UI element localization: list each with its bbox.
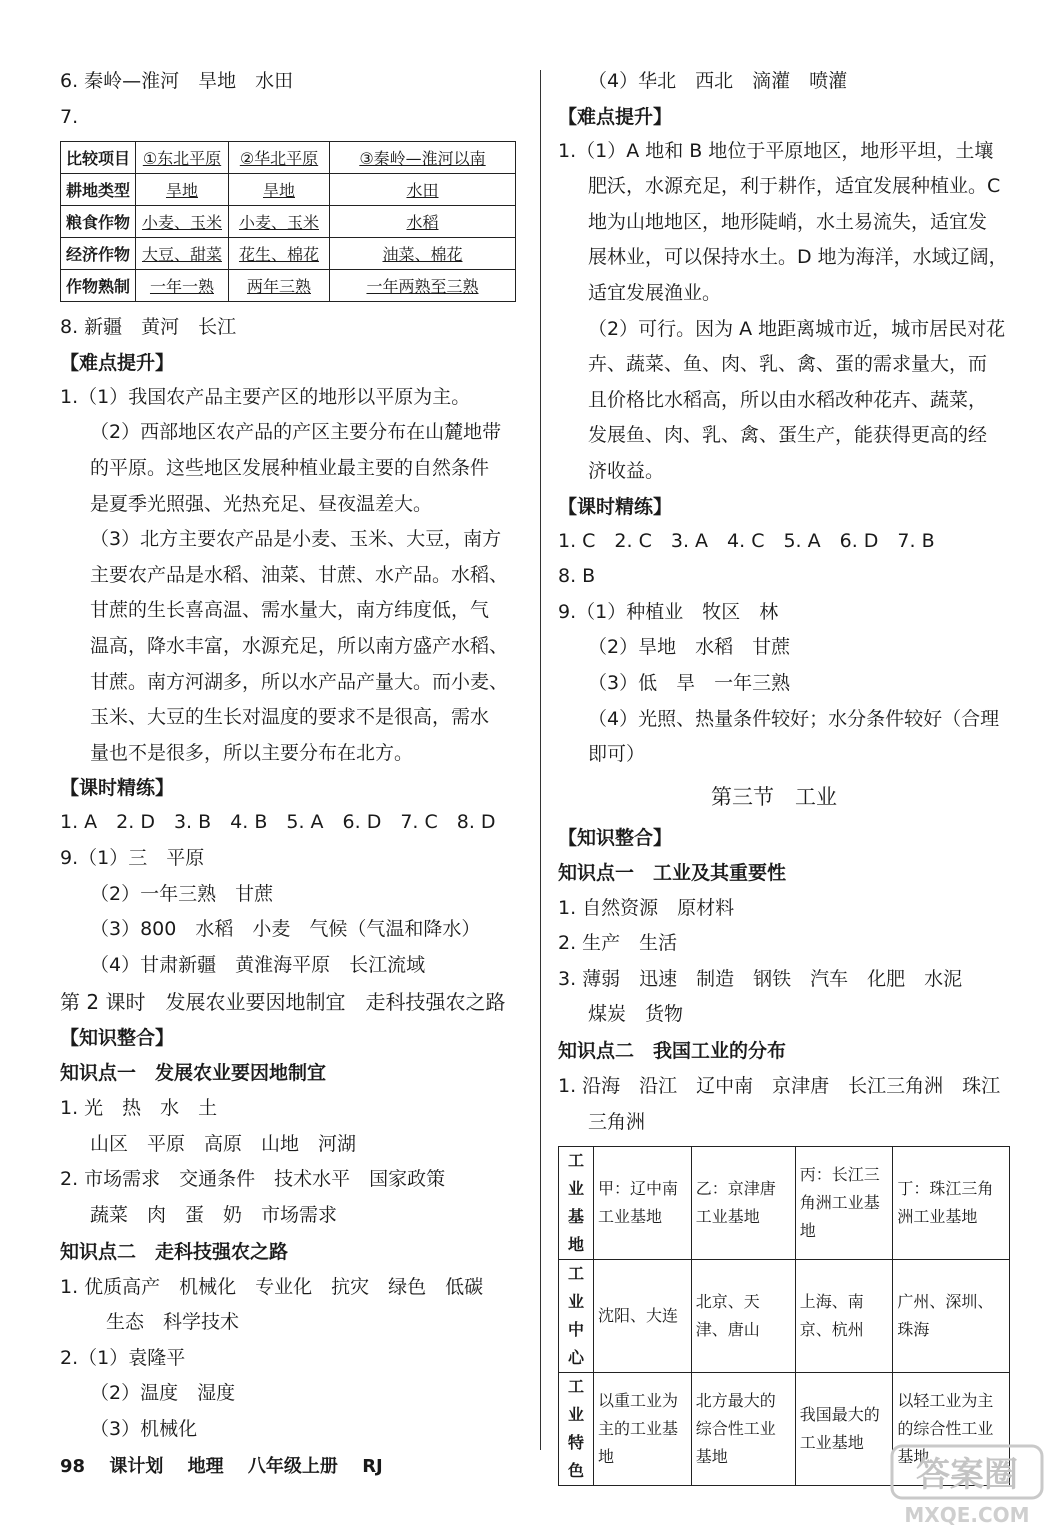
answer-line: 8. B — [558, 565, 596, 588]
svg-text:答案圈: 答案圈 — [916, 1455, 1018, 1495]
table-cell: 水稻 — [330, 206, 516, 238]
table-header-cell: ③秦岭—淮河以南 — [330, 142, 516, 174]
table-cell: 水田 — [330, 174, 516, 206]
table-cell: 沈阳、大连 — [594, 1260, 692, 1373]
answer-line: （3）800 水稻 小麦 气候（气温和降水） — [90, 918, 481, 941]
answer-line: 适宜发展渔业。 — [588, 281, 722, 304]
table-cell: 丁：珠江三角洲工业基地 — [893, 1147, 1010, 1260]
table-row — [61, 174, 516, 206]
page-number: 98 — [60, 1456, 86, 1477]
table-header-cell: ②华北平原 — [229, 142, 330, 174]
answer-line: 9.（1）种植业 牧区 林 — [558, 600, 779, 623]
table-cell: 一年两熟至三熟 — [330, 270, 516, 302]
answer-line: （2）一年三熟 甘蔗 — [90, 882, 274, 905]
page-footer — [60, 1452, 401, 1478]
table-cell: 小麦、玉米 — [136, 206, 229, 238]
table-row — [61, 206, 516, 238]
table-row — [61, 238, 516, 270]
table-row-header: 工业基地 — [559, 1147, 594, 1260]
table-cell: 油菜、棉花 — [330, 238, 516, 270]
answer-line: （2）西部地区农产品的产区主要分布在山麓地带 — [90, 421, 502, 444]
knowledge-point-title: 知识点一 发展农业要因地制宜 — [60, 1062, 327, 1085]
answer-line: （2）温度 湿度 — [90, 1382, 236, 1405]
answer-line: （3）机械化 — [90, 1418, 198, 1441]
answer-q7: 7. — [60, 105, 79, 128]
table-cell: 小麦、玉米 — [229, 206, 330, 238]
answer-line: 济收益。 — [588, 459, 665, 482]
answer-line: 主要农产品是水稻、油菜、甘蔗、水产品。水稻、 — [90, 563, 509, 586]
table-cell: 甲：辽中南工业基地 — [594, 1147, 692, 1260]
section-header-zhishi: 【知识整合】 — [558, 826, 673, 849]
answer-line: （3）北方主要农产品是小麦、玉米、大豆，南方 — [90, 528, 502, 551]
table-row-header: 粮食作物 — [61, 206, 136, 238]
right-column — [558, 64, 1020, 1486]
edition: RJ — [362, 1456, 383, 1477]
answer-line: 蔬菜 肉 蛋 奶 市场需求 — [90, 1204, 338, 1227]
answer-line: （4）光照、热量条件较好；水分条件较好（合理 — [588, 707, 1000, 730]
answer-line: 是夏季光照强、光热充足、昼夜温差大。 — [90, 492, 433, 515]
answer-line: 甘蔗的生长喜高温、需水量大，南方纬度低，气 — [90, 599, 490, 622]
section-header-nandian: 【难点提升】 — [60, 351, 175, 374]
svg-text:MXQE.COM: MXQE.COM — [904, 1503, 1030, 1527]
left-column — [60, 64, 525, 1448]
table-cell: 大豆、甜菜 — [136, 238, 229, 270]
answer-line: 的平原。这些地区发展种植业最主要的自然条件 — [90, 456, 490, 479]
table-row-header: 作物熟制 — [61, 270, 136, 302]
grade: 八年级上册 — [247, 1456, 338, 1477]
answer-line: 1. 沿海 沿江 辽中南 京津唐 长江三角洲 珠江 — [558, 1075, 1001, 1098]
lesson-title: 第 2 课时 发展农业要因地制宜 走科技强农之路 — [60, 990, 506, 1015]
table-cell: 我国最大的工业基地 — [795, 1373, 893, 1486]
answer-line: 9.（1）三 平原 — [60, 846, 205, 869]
table-cell: 以轻工业为主的综合性工业基地 — [893, 1373, 1010, 1486]
table-cell: 旱地 — [136, 174, 229, 206]
answer-line: 即可） — [588, 743, 646, 766]
choice-answers: 1. A 2. D 3. B 4. B 5. A 6. D 7. C 8. D — [60, 811, 496, 834]
answer-line: （3）低 旱 一年三熟 — [588, 671, 791, 694]
section-header-zhishi: 【知识整合】 — [60, 1027, 175, 1050]
table-cell: 花生、棉花 — [229, 238, 330, 270]
answer-line: 2. 生产 生活 — [558, 932, 678, 955]
knowledge-point-title: 知识点二 我国工业的分布 — [558, 1040, 787, 1063]
answer-line: （4）甘肃新疆 黄淮海平原 长江流域 — [90, 953, 426, 976]
section-title: 第三节 工业 — [711, 784, 837, 809]
table-header-cell: ①东北平原 — [136, 142, 229, 174]
table-cell: 两年三熟 — [229, 270, 330, 302]
table-row — [61, 270, 516, 302]
answer-line: 1. 自然资源 原材料 — [558, 896, 735, 919]
answer-line: 1. 光 热 水 土 — [60, 1097, 218, 1120]
answer-line: 且价格比水稻高，所以由水稻改种花卉、蔬菜， — [588, 388, 988, 411]
section-header-keshi: 【课时精练】 — [60, 777, 175, 800]
table-cell: 旱地 — [229, 174, 330, 206]
table-cell: 以重工业为主的工业基地 — [594, 1373, 692, 1486]
knowledge-point-title: 知识点一 工业及其重要性 — [558, 861, 787, 884]
answer-line: 1.（1）A 地和 B 地位于平原地区，地形平坦，土壤 — [558, 139, 994, 162]
table-cell: 乙：京津唐工业基地 — [691, 1147, 795, 1260]
answer-line: 地为山地地区，地形陡峭，水土易流失，适宜发 — [588, 210, 988, 233]
table-cell: 丙：长江三角洲工业基地 — [795, 1147, 893, 1260]
section-header-keshi: 【课时精练】 — [558, 495, 673, 518]
table-cell: 北方最大的综合性工业基地 — [691, 1373, 795, 1486]
choice-answers: 1. C 2. C 3. A 4. C 5. A 6. D 7. B — [558, 529, 935, 552]
table-cell: 广州、深圳、珠海 — [893, 1260, 1010, 1373]
table-row — [559, 1260, 1010, 1373]
answer-line: 卉、蔬菜、鱼、肉、乳、禽、蛋的需求量大，而 — [588, 353, 988, 376]
answer-line: 煤炭 货物 — [588, 1003, 684, 1026]
answer-line: 肥沃，水源充足，利于耕作，适宜发展种植业。C — [588, 175, 1001, 198]
answer-line: （2）旱地 水稻 甘蔗 — [588, 636, 791, 659]
table-row — [559, 1147, 1010, 1260]
answer-line: 山区 平原 高原 山地 河湖 — [90, 1132, 357, 1155]
table-row-header: 经济作物 — [61, 238, 136, 270]
answer-line: （2）可行。因为 A 地距离城市近，城市居民对花 — [588, 317, 1006, 340]
answer-line: 3. 薄弱 迅速 制造 钢铁 汽车 化肥 水泥 — [558, 967, 963, 990]
table-header-cell: 比较项目 — [61, 142, 136, 174]
column-divider — [540, 70, 541, 1450]
knowledge-point-title: 知识点二 走科技强农之路 — [60, 1240, 289, 1263]
book-series: 课计划 — [109, 1456, 164, 1477]
table-cell: 一年一熟 — [136, 270, 229, 302]
answer-line: 三角洲 — [588, 1110, 646, 1133]
answer-q8: 8. 新疆 黄河 长江 — [60, 316, 237, 339]
crop-comparison-table — [60, 141, 516, 302]
answer-q6: 6. 秦岭—淮河 旱地 水田 — [60, 70, 294, 92]
table-row-header: 工业中心 — [559, 1260, 594, 1373]
answer-line: 温高，降水丰富，水源充足，所以南方盛产水稻、 — [90, 634, 509, 657]
answer-line: 2.（1）袁隆平 — [60, 1346, 186, 1369]
watermark-logo — [888, 1440, 1048, 1530]
answer-line: 甘蔗。南方河湖多，所以水产品产量大。而小麦、 — [90, 670, 509, 693]
subject: 地理 — [187, 1456, 224, 1477]
answer-line: 展林业，可以保持水土。D 地为海洋，水域辽阔， — [588, 246, 1008, 269]
table-header-row — [61, 142, 516, 174]
table-row-header: 工业特色 — [559, 1373, 594, 1486]
table-cell: 北京、天津、唐山 — [691, 1260, 795, 1373]
answer-line: 生态 科学技术 — [106, 1311, 240, 1334]
answer-line: 1. 优质高产 机械化 专业化 抗灾 绿色 低碳 — [60, 1275, 484, 1298]
answer-line: 量也不是很多，所以主要分布在北方。 — [90, 741, 414, 764]
table-cell: 上海、南京、杭州 — [795, 1260, 893, 1373]
answer-line: 玉米、大豆的生长对温度的要求不是很高，需水 — [90, 706, 490, 729]
section-header-nandian: 【难点提升】 — [558, 105, 673, 128]
answer-line: 发展鱼、肉、乳、禽、蛋生产，能获得更高的经 — [588, 424, 988, 447]
answer-line: 2. 市场需求 交通条件 技术水平 国家政策 — [60, 1168, 446, 1191]
table-row-header: 耕地类型 — [61, 174, 136, 206]
answer-line: （4）华北 西北 滴灌 喷灌 — [588, 70, 848, 92]
answer-line: 1.（1）我国农产品主要产区的地形以平原为主。 — [60, 385, 471, 408]
industry-base-table — [558, 1146, 1010, 1486]
